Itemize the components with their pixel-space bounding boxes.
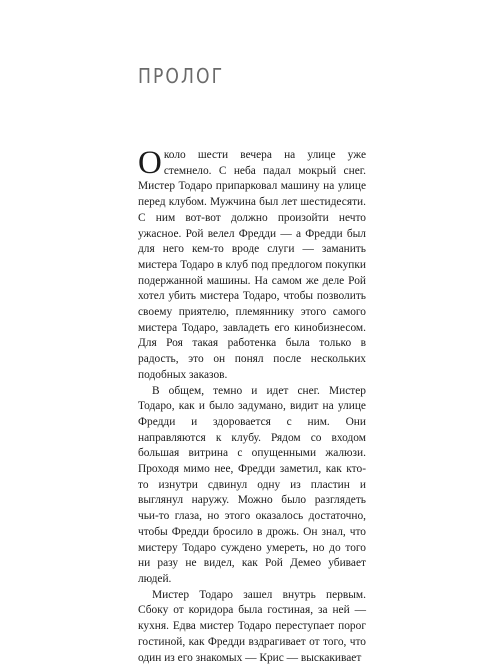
- chapter-title: ПРОЛОГ: [138, 64, 225, 88]
- paragraph: [138, 145, 366, 384]
- paragraph-text: коло шести вечера на улице уже стемнело. С неба падал мокрый снег. Мистер Тодаро припарковал машину на улице перед клубом. Мужчина был лет шестидесяти. С ним вот-вот должно произойти нечто ужасное. Рой велел Фредди — а Фредди был для него кем-то вроде слуги — заманить мистера Тодаро в клуб под предлогом покупки подержанной машины. На самом же деле Рой хотел убить мистера Тодаро, чтобы позволить своему приятелю, племяннику этого самого мистера Тодаро, завладеть его кинобизнесом. Для Роя такая работенка была только в радость, это он понял после нескольких подобных заказов.: [138, 149, 366, 381]
- paragraph: Мистер Тодаро зашел внутрь первым. Сбоку от коридора была гостиная, за ней — кухня. Едва мистер Тодаро переступает порог гостиной, как Фредди вздрагивает от того, что один из его знакомых — Крис — выскакивает: [138, 588, 366, 664]
- paragraph: В общем, темно и идет снег. Мистер Тодаро, как и было задумано, видит на улице Фредди и здоровается с ним. Они направляются к клубу. Рядом со входом большая витрина с опущенными жалюзи. Проходя мимо нее, Фредди заметил, как кто-то изнутри сдвинул одну из пластин и выглянул наружу. Можно было разглядеть чьи-то глаза, но этого оказалось достаточно, чтобы Фредди бросило в дрожь. Он знал, что мистеру Тодаро суждено умереть, но до того ни разу не видел, как Рой Демео убивает людей.: [138, 384, 366, 585]
- chapter-body: [138, 145, 366, 666]
- drop-cap: О: [138, 145, 162, 181]
